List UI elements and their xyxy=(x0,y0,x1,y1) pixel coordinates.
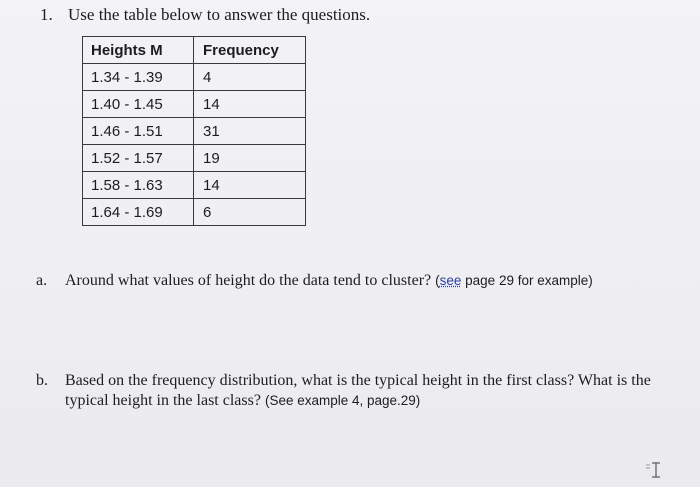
part-a-note-rest: page 29 for example) xyxy=(461,273,593,288)
height-class-cell: 1.52 - 1.57 xyxy=(83,145,194,172)
part-a-note xyxy=(435,273,593,288)
part-b-body xyxy=(65,371,686,411)
height-class-cell: 1.64 - 1.69 xyxy=(83,199,194,226)
frequency-cell: 31 xyxy=(194,118,306,145)
frequency-cell: 14 xyxy=(194,172,306,199)
table-row xyxy=(83,199,306,226)
part-b-text: Based on the frequency distribution, what is the typical height in the first class? What is the typical height in the last class? xyxy=(65,372,651,409)
question-part-a xyxy=(36,270,593,292)
frequency-cell: 6 xyxy=(194,199,306,226)
frequency-cell: 4 xyxy=(194,64,306,91)
text-cursor-icon xyxy=(644,460,664,480)
column-header-frequency: Frequency xyxy=(194,37,306,64)
column-header-heights: Heights M xyxy=(83,37,194,64)
table-row xyxy=(83,172,306,199)
table-row xyxy=(83,64,306,91)
frequency-table xyxy=(82,36,306,226)
frequency-cell: 14 xyxy=(194,91,306,118)
frequency-cell: 19 xyxy=(194,145,306,172)
question-1 xyxy=(40,4,370,26)
question-prompt: Use the table below to answer the questions. xyxy=(68,5,371,24)
height-class-cell: 1.34 - 1.39 xyxy=(83,64,194,91)
height-class-cell: 1.46 - 1.51 xyxy=(83,118,194,145)
question-number: 1. xyxy=(40,5,53,24)
question-part-b xyxy=(36,371,686,411)
height-class-cell: 1.40 - 1.45 xyxy=(83,91,194,118)
part-a-text: Around what values of height do the data tend to cluster? xyxy=(65,272,432,289)
see-link[interactable]: see xyxy=(439,273,462,288)
part-b-note: (See example 4, page.29) xyxy=(264,393,421,408)
part-a-label: a. xyxy=(36,272,48,289)
table-header-row xyxy=(83,37,306,64)
table-row xyxy=(83,91,306,118)
height-class-cell: 1.58 - 1.63 xyxy=(83,172,194,199)
part-b-block xyxy=(36,371,686,411)
table-row xyxy=(83,118,306,145)
part-b-label: b. xyxy=(36,372,48,389)
part-a-note-open: ( xyxy=(435,273,440,288)
table-row xyxy=(83,145,306,172)
